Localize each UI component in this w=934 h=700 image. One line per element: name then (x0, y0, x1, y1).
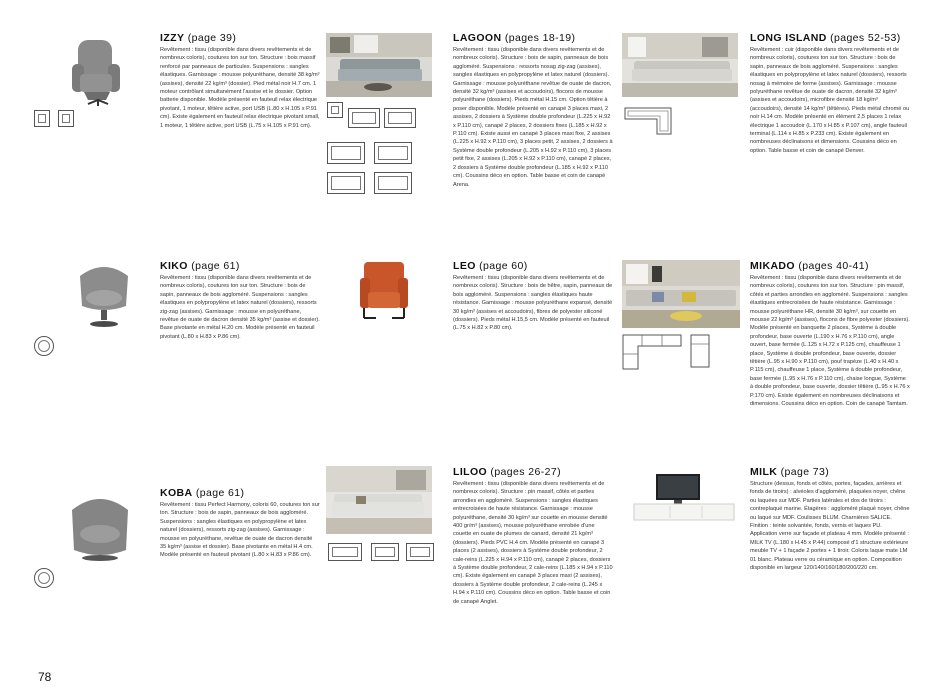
lagoon-diagram-3 (384, 108, 416, 128)
mikado-name: MIKADO (750, 260, 795, 272)
izzy-pages: (page 39) (187, 32, 237, 44)
izzy-diagram-1 (34, 110, 50, 127)
kiko-pages: (page 61) (191, 260, 240, 272)
lagoon-pages: (pages 18-19) (504, 32, 576, 44)
lagoon-photo (326, 33, 432, 97)
long-island-photo (622, 33, 738, 97)
mikado-pages: (pages 40-41) (798, 260, 869, 272)
liloo-description: Revêtement : tissu (disponible dans divers revêtements et de nombreux coloris). Structure : pin massif, côtés et parties arrondies en aggloméré. Suspensions : sangles élastiques entrecroisées de haute résistance. Garnissage : mousse polyuréthane, densité 30 kg/m³ sur couette en mousse densité 400 gr/m³ (assises), mousse polyuréthane enrobée d'une couette en ouate de plumes de canard, densité 21 kg/m³ (dossiers). Pieds PVC H.4 cm. Modèle présenté en canapé 3 places (2 assises), dossiers à Système double profondeur, 2 cale-reins (L.225 x H.94 x P.110 cm), canapé 2 places, dossiers à Système double profondeur, 2 cale-reins (L.185 x H.94 x P.110 cm). Existe également en canapé 3 places maxi (2 assises), dossiers à Système double profondeur, 2 cale-reins (L.245 x H.94 x P.110 cm). Coussins déco en option. Table basse et coin de canapé Anglet. (453, 481, 613, 605)
chaise-plan-icon (690, 334, 710, 368)
swivel-chair-image (66, 256, 142, 332)
liloo-title (453, 466, 613, 478)
product-lagoon (453, 32, 613, 189)
milk-photo (630, 470, 738, 526)
product-mikado (750, 260, 910, 409)
corner-plan-icon (622, 334, 682, 370)
lagoon-diagram-1 (327, 102, 343, 118)
milk-title (750, 466, 910, 478)
koba-name: KOBA (160, 487, 193, 499)
koba-description: Revêtement : tissu Perfect Harmony, coloris 60, coutures ton sur ton. Structure : bois de sapin, panneaux de bois aggloméré. Suspensions : sangles élastiques en polypropylène et latex naturel (dossiers), ressorts zig-zag (assises). Garnissage : mousse en polyuréthane, revêtue de ouate de dacron densité 35 kg/m³ (assise et dossier). Base pivotante en métal H.4 cm. Modèle présenté en fauteuil pivotant (L.80 x H.83 x P.86 cm). (160, 502, 320, 559)
product-koba (160, 487, 320, 560)
lagoon-diagram-2 (348, 108, 380, 128)
product-kiko (160, 260, 320, 341)
liloo-diagram-1 (328, 543, 362, 561)
lagoon-diagram-7 (374, 172, 412, 194)
lagoon-room-image (326, 33, 432, 97)
leo-description: Revêtement : tissu (disponible dans divers revêtements et de nombreux coloris). Structure : bois de hêtre, sapin, panneaux de bois aggloméré. Suspensions : sangles élastiques haute résistance. Garnissage : mousse polyuréthane expansé, densité 30 kg/m³ (assises et accoudoirs), fibres de polyester siliconé (dossiers). Pieds métal H.15,5 cm. Modèle présenté en fauteuil (L.75 x H.82 x P.80 cm). (453, 275, 613, 332)
long-island-diagram (624, 107, 672, 135)
izzy-photo (58, 34, 138, 110)
milk-description: Structure (dessus, fonds et côtés, portes, façades, arrières et fonds de tiroirs) : alvéoles d'aggloméré, plaquées noyer, chêne ou laquées sur MDF. Parties latérales et dos de tiroirs : contreplaqué marine. Étagères : aggloméré plaqué noyer, chêne ou laqué sur MDF. Coulisses BLUM. Charnières SALICE. Finition : teinte solvantée, fonds, vernis et laques PU. Application verre sur façade et plateau 4 mm. Modèle présenté : MILK TV (L.180 x H.45 x P.44) composé d'1 structure extérieure meuble TV + 1 façade 2 portes + 1 tiroir. Coloris laque mate LM 01 blanc. Plateau verre ou céramique en option. Composition disponible en largeur 120/140/160/180/200/220 cm. (750, 481, 910, 572)
product-liloo (453, 466, 613, 606)
product-leo (453, 260, 613, 333)
recliner-chair-image (58, 34, 138, 110)
kiko-title (160, 260, 320, 272)
liloo-pages: (pages 26-27) (490, 466, 561, 478)
armchair-image (356, 258, 412, 322)
kiko-photo (66, 256, 142, 332)
leo-title (453, 260, 613, 272)
mikado-diagram-2 (690, 334, 710, 368)
lagoon-diagram-5 (374, 142, 412, 164)
mikado-diagram-1 (622, 334, 682, 370)
liloo-photo (326, 466, 432, 534)
lagoon-description: Revêtement : tissu (disponible dans divers revêtements et de nombreux coloris). Structure : bois de sapin, panneaux de bois aggloméré. Suspensions : ressorts nosag zig-zag (assises), sangles élastiques en polypropylène et latex naturel (dossiers). Garnissage : mousse polyuréthane revêtue de ouate de dacron, densité 32 kg/m³ (assises et accoudoirs), flocons de mousse polyuréthane (dossiers). Pieds métal H.15 cm. Option têtière à poser disponible. Modèle présenté en canapé 3 places maxi, 2 assises, 2 dossiers à Système double profondeur (L.225 x H.92 x P.110 cm), canapé 2 places, 2 dossiers fixes (L.185 x H.92 x P.110 cm). Existe aussi en canapé 3 places maxi fixe, 2 assises (L.225 x H.92 x P.110 cm), 3 places petit, 2 assises, 2 dossiers à Système double profondeur (L.205 x H.92 x P.110 cm), 3 places petit fixe, 2 assises (L.205 x H.92 x P.110 cm), canapé 2 places, 2 dossiers à Système double profondeur (L.185 x H.92 x P.110 cm). Coussins déco en option. Table basse et coin de canapé Arena. (453, 47, 613, 188)
koba-diagram (34, 568, 54, 588)
liloo-diagram-3 (406, 543, 434, 561)
koba-title (160, 487, 320, 499)
long-island-title (750, 32, 910, 44)
product-milk (750, 466, 910, 572)
l-shape-plan-icon (624, 107, 672, 135)
long-island-pages: (pages 52-53) (830, 32, 901, 44)
milk-pages: (page 73) (780, 466, 830, 478)
long-island-room-image (622, 33, 738, 97)
izzy-title (160, 32, 320, 44)
kiko-name: KIKO (160, 260, 188, 272)
round-armchair-image (62, 484, 138, 566)
milk-name: MILK (750, 466, 778, 478)
lagoon-title (453, 32, 613, 44)
koba-photo (62, 484, 138, 566)
lagoon-name: LAGOON (453, 32, 502, 44)
page-number: 78 (38, 670, 52, 684)
product-long-island (750, 32, 910, 155)
product-izzy (160, 32, 320, 130)
long-island-description: Revêtement : cuir (disponible dans divers revêtements et de nombreux coloris), coutures ton sur ton. Structure : bois de sapin, panneaux de bois aggloméré. Suspensions : sangles élastiques en polypropylène et latex naturel (dossiers), ressorts nosag à mémoire de forme (assises). Garnissage : mousse polyuréthane revêtue de ouate de dacron, densité 32 kg/m³ (assises et accoudoirs), microfibre densité 18 kg/m³ (accoudoirs), densité 14 kg/m³ (têtières). Pieds métal chromé ou noir H.14 cm. Modèle présenté en élément 2,5 places 1 relax électrique 1 accoudoir (L.170 x H.85 x P.107 cm), angle fauteuil terminal (L.114 x H.85 x P.233 cm). Existe également en nombreuses déclinaisons et dimensions. Coussins déco en option. Table basse et coin de canapé Denver. (750, 47, 910, 154)
mikado-photo (622, 260, 740, 328)
tv-unit-image (630, 470, 738, 526)
kiko-diagram (34, 336, 54, 356)
liloo-name: LILOO (453, 466, 488, 478)
kiko-description: Revêtement : tissu (disponible dans divers revêtements et de nombreux coloris), coutures ton sur ton. Structure : bois de sapin, panneaux de bois aggloméré. Suspensions : sangles élastiques en polypropylène et latex naturel (dossiers), ressorts zig-zag (assises). Garnissage : mousse en polyuréthane, revêtue de ouate de dacron densité 35 kg/m³ (assise et dossier). Base pivotante en métal H.20 cm. Modèle présenté en fauteuil pivotant (L.80 x H.83 x P.86 cm). (160, 275, 320, 340)
liloo-diagram-2 (371, 543, 399, 561)
mikado-title (750, 260, 910, 272)
liloo-room-image (326, 466, 432, 534)
mikado-description: Revêtement : tissu (disponible dans divers revêtements et de nombreux coloris), coutures ton sur ton. Structure : pin massif, côtés et parties arrondies en aggloméré. Suspensions : sangles élastiques entrecroisées de haute résistance. Garnissage : mousse polyuréthane HR, densité 30 kg/m³, sur couette en mousse 22 kg/m³ (assises), flocons de fibre polyester (dossiers). Modèle présenté en banquette 2 places, Système à double profondeur, base ouverte (L.190 x H.76 x P.110 cm), angle ouvert, base fermée (L.125 x H.72 x P.125 cm), chauffeuse 1 place, Système à double profondeur, base ouverte, dossier têtière (L.95 x H.90 x P.110 cm), pouf trapèze (L.40 x H.40 x P.115 cm), chauffeuse 1 place, Système à double profondeur, base fermée (L.95 x H.76 x P.110 cm), chaise longue, Système à double profondeur, base ouverte, dossier têtière (L.95 x H.76 x P.170 cm). Existe également en nombreuses déclinaisons et dimensions. Coussins déco en option. Coin de canapé Tamtam. (750, 275, 910, 408)
koba-pages: (page 61) (195, 487, 245, 499)
lagoon-diagram-6 (327, 172, 365, 194)
long-island-name: LONG ISLAND (750, 32, 827, 44)
izzy-name: IZZY (160, 32, 185, 44)
leo-photo (356, 258, 412, 322)
leo-name: LEO (453, 260, 476, 272)
izzy-diagram-2 (58, 110, 74, 127)
leo-pages: (page 60) (479, 260, 528, 272)
lagoon-diagram-4 (327, 142, 365, 164)
mikado-room-image (622, 260, 740, 328)
izzy-description: Revêtement : tissu (disponible dans divers revêtements et de nombreux coloris), coutures ton sur ton. Structure : bois massif renforcé par panneaux de particules. Suspensions : sangles élastiques. Garnissage : mousse polyuréthane, densité 38 kg/m³ (assises), densité 22 kg/m³ (dossier). Pied métal noir H.7 cm. 1 moteur contrôlant simultanément l'assise et le dossier. Option batterie disponible. Modèle présenté en fauteuil relax électrique pivotant, 1 moteur, têtière active, port USB (L.80 x H.105 x P.91 cm). Existe également en fauteuil relax électrique pivotant small, 1 moteur, 1 têtière active, port USB (L.75 x H.105 x P.91 cm). (160, 47, 320, 129)
